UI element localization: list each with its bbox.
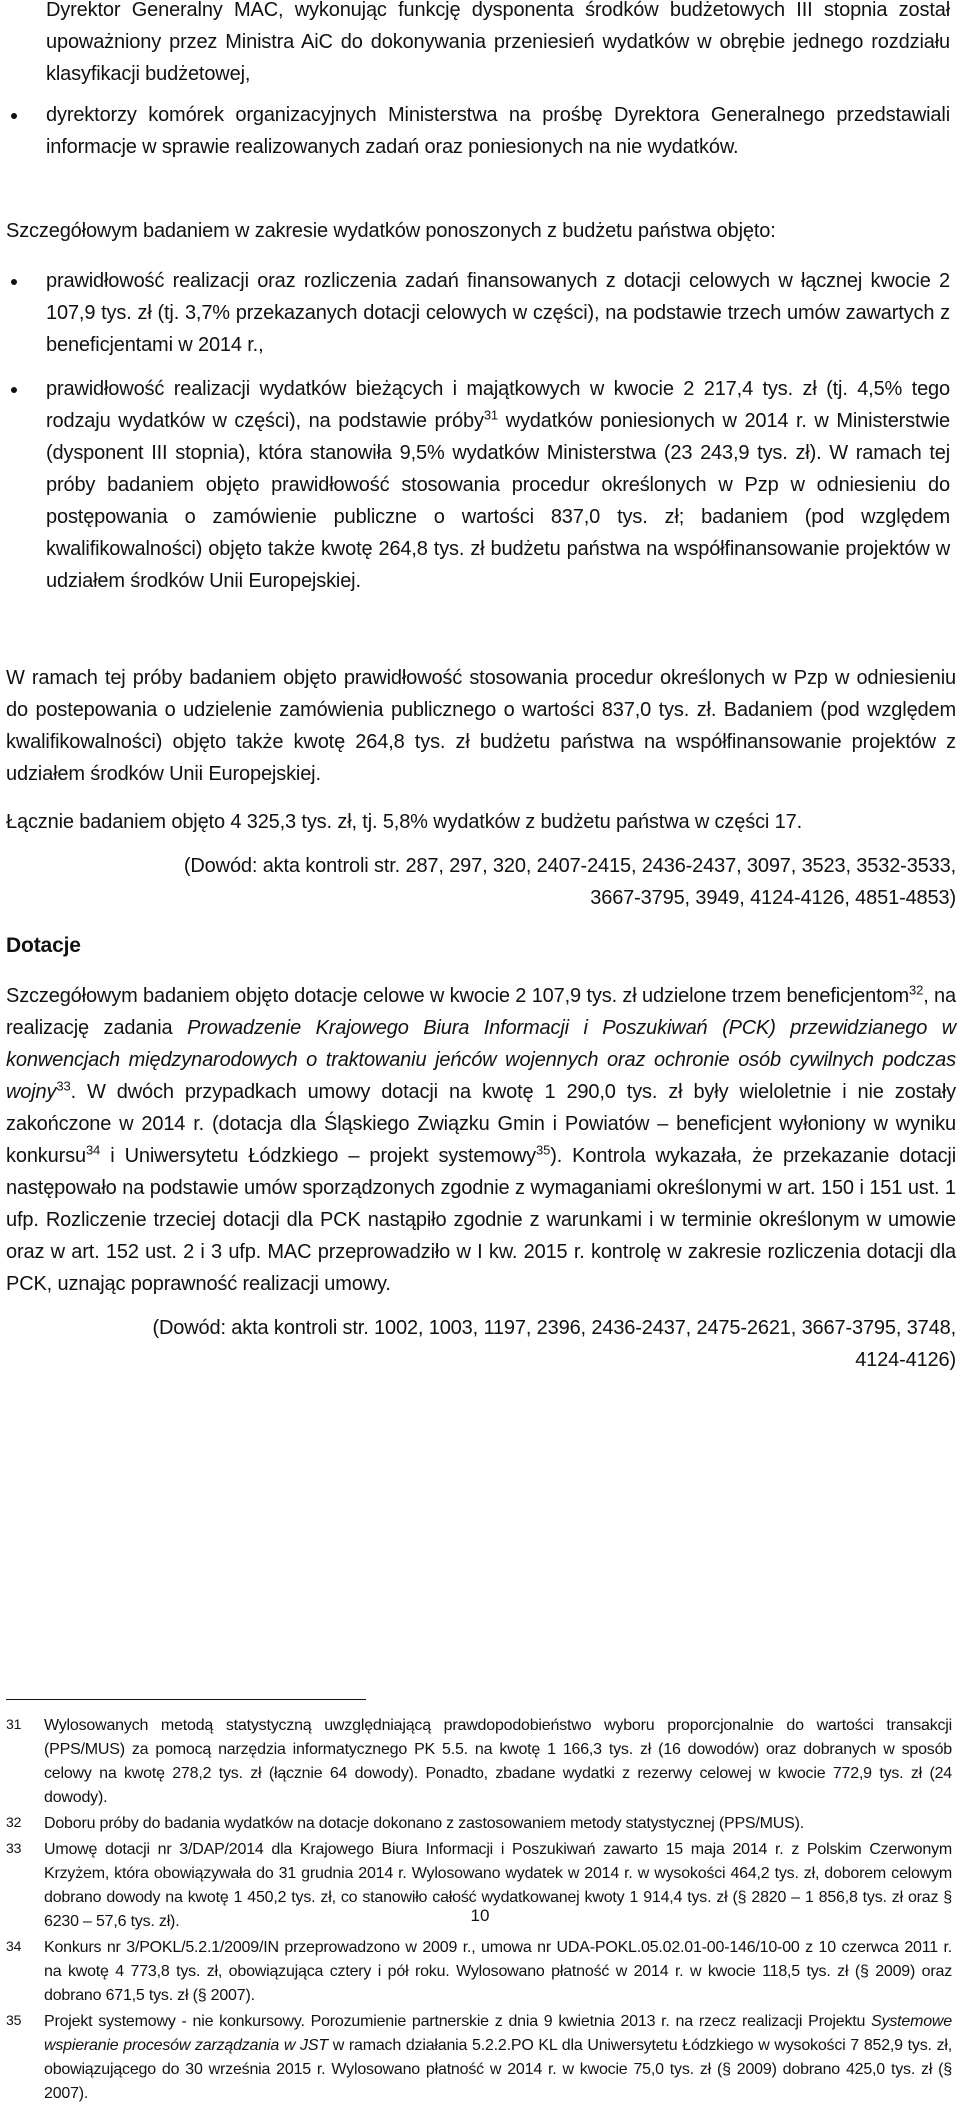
footnote-text: Doboru próby do badania wydatków na dotacje dokonano z zastosowaniem metody statystycznej (PPS/MUS). — [44, 1815, 804, 1832]
footnote-text: Umowę dotacji nr 3/DAP/2014 dla Krajowego Biura Informacji i Poszukiwań zawarto 15 maja 2014 r. z Polskim Czerwonym Krzyżem, która obowiązywała do 31 grudnia 2014 r. Wylosowano wydatek w 2014 r. w wysokości 464,2 tys. zł, doborem celowym dobrano dowody na kwotę 1 450,2 tys. zł, co stanowiło całość wydatkowanej kwoty 1 914,4 tys. zł (§ 2820 – 1 856,8 tys. zł oraz § 6230 – 57,6 tys. zł). — [44, 1841, 952, 1930]
evidence-reference — [6, 850, 956, 914]
footnote-ref-32[interactable]: 32 — [909, 982, 924, 998]
total-paragraph: Łącznie badaniem objęto 4 325,3 tys. zł, tj. 5,8% wydatków z budżetu państwa w części 17. — [6, 811, 802, 833]
evidence-line: (Dowód: akta kontroli str. 287, 297, 320, 2407-2415, 2436-2437, 3097, 3523, 3532-3533, — [183, 855, 956, 877]
footnote — [6, 1714, 952, 1810]
list-item — [0, 99, 950, 163]
footnote-separator — [6, 1699, 366, 1700]
evidence-line: (Dowód: akta kontroli str. 1002, 1003, 1197, 2396, 2436-2437, 2475-2621, 3667-3795, 3748, — [152, 1317, 956, 1339]
footnote-number: 34 — [6, 1938, 22, 1954]
footnote-text: w ramach działania 5.2.2.PO KL dla Uniwersytetu Łódzkiego w wysokości 7 852,9 tys. zł, obowiązującego do 30 września 2015 r. Wylosowano płatność w 2014 r. w kwocie 75,0 tys. zł (§ 2009) dobrano 425,0 tys. zł (§ 2007). — [44, 2037, 952, 2102]
bullet-icon — [11, 279, 17, 285]
bullet-list-scope — [0, 265, 960, 597]
bullet-icon — [11, 387, 17, 393]
footnote-number: 35 — [6, 2012, 22, 2028]
footnote-ref-35[interactable]: 35 — [536, 1142, 551, 1158]
bullet-list-top — [0, 0, 960, 163]
intro-paragraph: Szczegółowym badaniem w zakresie wydatków ponoszonych z budżetu państwa objęto: — [6, 220, 776, 242]
footnote — [6, 1812, 952, 1836]
footnote-text: Projekt systemowy - nie konkursowy. Porozumienie partnerskie z dnia 9 kwietnia 2013 r. na rzecz realizacji Projektu — [44, 2013, 872, 2030]
evidence-line: 3667-3795, 3949, 4124-4126, 4851-4853) — [590, 887, 956, 909]
evidence-reference — [6, 1312, 956, 1376]
footnote — [6, 1936, 952, 2008]
list-item-text: wydatków poniesionych w 2014 r. w Ministerstwie (dysponent III stopnia), która stanowiła 9,5% wydatków Ministerstwa (23 243,9 tys. zł). W ramach tej próby badaniem objęto prawidłowość stosowania procedur określonych w Pzp w odniesieniu do postępowania o zamówienie publiczne o wartości 837,0 tys. zł; badaniem (pod względem kwalifikowalności) objęto także kwotę 264,8 tys. zł budżetu państwa na współfinansowanie projektów w udziałem środków Unii Europejskiej. — [46, 410, 950, 592]
footnote-ref-31[interactable]: 31 — [483, 407, 499, 423]
footnote-text: Konkurs nr 3/POKL/5.2.1/2009/IN przeprowadzono w 2009 r., umowa nr UDA-POKL.05.02.01-00-146/10-00 z 10 czerwca 2011 r. na kwotę 4 773,8 tys. zł, obowiązująca cztery i pół roku. Wylosowano płatność w 2014 r. w kwocie 118,5 tys. zł (§ 2009) oraz dobrano 671,5 tys. zł (§ 2007). — [44, 1939, 952, 2004]
list-item — [0, 0, 950, 90]
list-item — [0, 265, 950, 361]
main-text-2 — [6, 662, 956, 1376]
evidence-line: 4124-4126) — [855, 1349, 956, 1371]
main-text — [6, 215, 956, 247]
list-item-text: Dyrektor Generalny MAC, wykonując funkcję dysponenta środków budżetowych III stopnia został upoważniony przez Ministra AiC do dokonywania przeniesień wydatków w obrębie jednego rozdziału klasyfikacji budżetowej, — [46, 0, 950, 85]
project-title: Systemowe wspieranie procesów zarządzania w JST — [44, 2013, 952, 2054]
section-heading: Dotacje — [6, 934, 81, 957]
bullet-icon — [11, 113, 17, 119]
list-item-text: dyrektorzy komórek organizacyjnych Ministerstwa na prośbę Dyrektora Generalnego przedstawiali informacje w sprawie realizowanych zadań oraz poniesionych na nie wydatków. — [46, 104, 950, 158]
list-item-text: prawidłowość realizacji wydatków bieżących i majątkowych w kwocie 2 217,4 tys. zł (tj. 4,5% tego rodzaju wydatków w części), na podstawie próby — [46, 378, 950, 432]
task-title: Prowadzenie Krajowego Biura Informacji i Poszukiwań (PCK) przewidzianego w konwencjach międzynarodowych o traktowaniu jeńców wojennych oraz ochronie osób cywilnych podczas wojny — [6, 1017, 956, 1103]
list-item-text: prawidłowość realizacji oraz rozliczenia zadań finansowanych z dotacji celowych w łącznej kwocie 2 107,9 tys. zł (tj. 3,7% przekazanych dotacji celowych w części), na podstawie trzech umów zawartych z beneficjentami w 2014 r., — [46, 270, 950, 356]
footnote-ref-33[interactable]: 33 — [56, 1078, 71, 1094]
page-number: 10 — [470, 1906, 490, 1925]
footnote-number: 31 — [6, 1716, 22, 1732]
footnote-number: 32 — [6, 1814, 22, 1830]
list-item — [0, 373, 950, 597]
pzp-paragraph: W ramach tej próby badaniem objęto prawidłowość stosowania procedur określonych w Pzp w odniesieniu do postepowania o udzielenie zamówienia publicznego o wartości 837,0 tys. zł. Badaniem (pod względem kwalifikowalności) objęto także kwotę 264,8 tys. zł budżetu państwa na współfinansowanie projektów z udziałem środków Unii Europejskiej. — [6, 667, 956, 785]
footnote-text: Wylosowanych metodą statystyczną uwzględniającą prawdopodobieństwo wyboru proporcjonalnie do wartości transakcji (PPS/MUS) za pomocą narzędzia informatycznego PK 5.5. na kwotę 1 166,3 tys. zł (16 dowodów) oraz dobranych w sposób celowy na kwotę 278,2 tys. zł (łącznie 64 dowody). Ponadto, zbadane wydatki z rezerwy celowej w kwocie 772,9 tys. zł (24 dowody). — [44, 1717, 952, 1806]
footnote-number: 33 — [6, 1840, 22, 1856]
footnote — [6, 2010, 952, 2106]
footnote-ref-34[interactable]: 34 — [85, 1142, 101, 1158]
dotacje-paragraph: Szczegółowym badaniem objęto dotacje celowe w kwocie 2 107,9 tys. zł udzielone trzem beneficjentom$^{32}$, na realizację zadania Prowadzenie Krajowego Biura Informacji i Poszukiwań (PCK) przewidzianego w konwencjach międzynarodowych o traktowaniu jeńców wojennych oraz ochronie osób cywilnych podczas wojny$^{33}$. W dwóch przypadkach umowy dotacji na kwotę 1 290,0 tys. zł były wieloletnie i nie zostały zakończone w 2014 r. (dotacja dla Śląskiego Związku Gmin i Powiatów – beneficjent wyłoniony w wyniku konkursu$^{34}$ i Uniwersytetu Łódzkiego – projekt systemowy$^{35}$). Kontrola wykazała, że przekazanie dotacji następowało na podstawie umów sporządzonych zgodnie z wymaganiami określonymi w art. 150 i 151 ust. 1 ufp. Rozliczenie trzeciej dotacji dla PCK nastąpiło zgodnie z warunkami i w terminie określonym w umowie oraz w art. 152 ust. 2 i 3 ufp. MAC przeprowadziło w I kw. 2015 r. kontrolę w zakresie rozliczenia dotacji dla PCK, uznając poprawność realizacji umowy. — [6, 982, 957, 1295]
